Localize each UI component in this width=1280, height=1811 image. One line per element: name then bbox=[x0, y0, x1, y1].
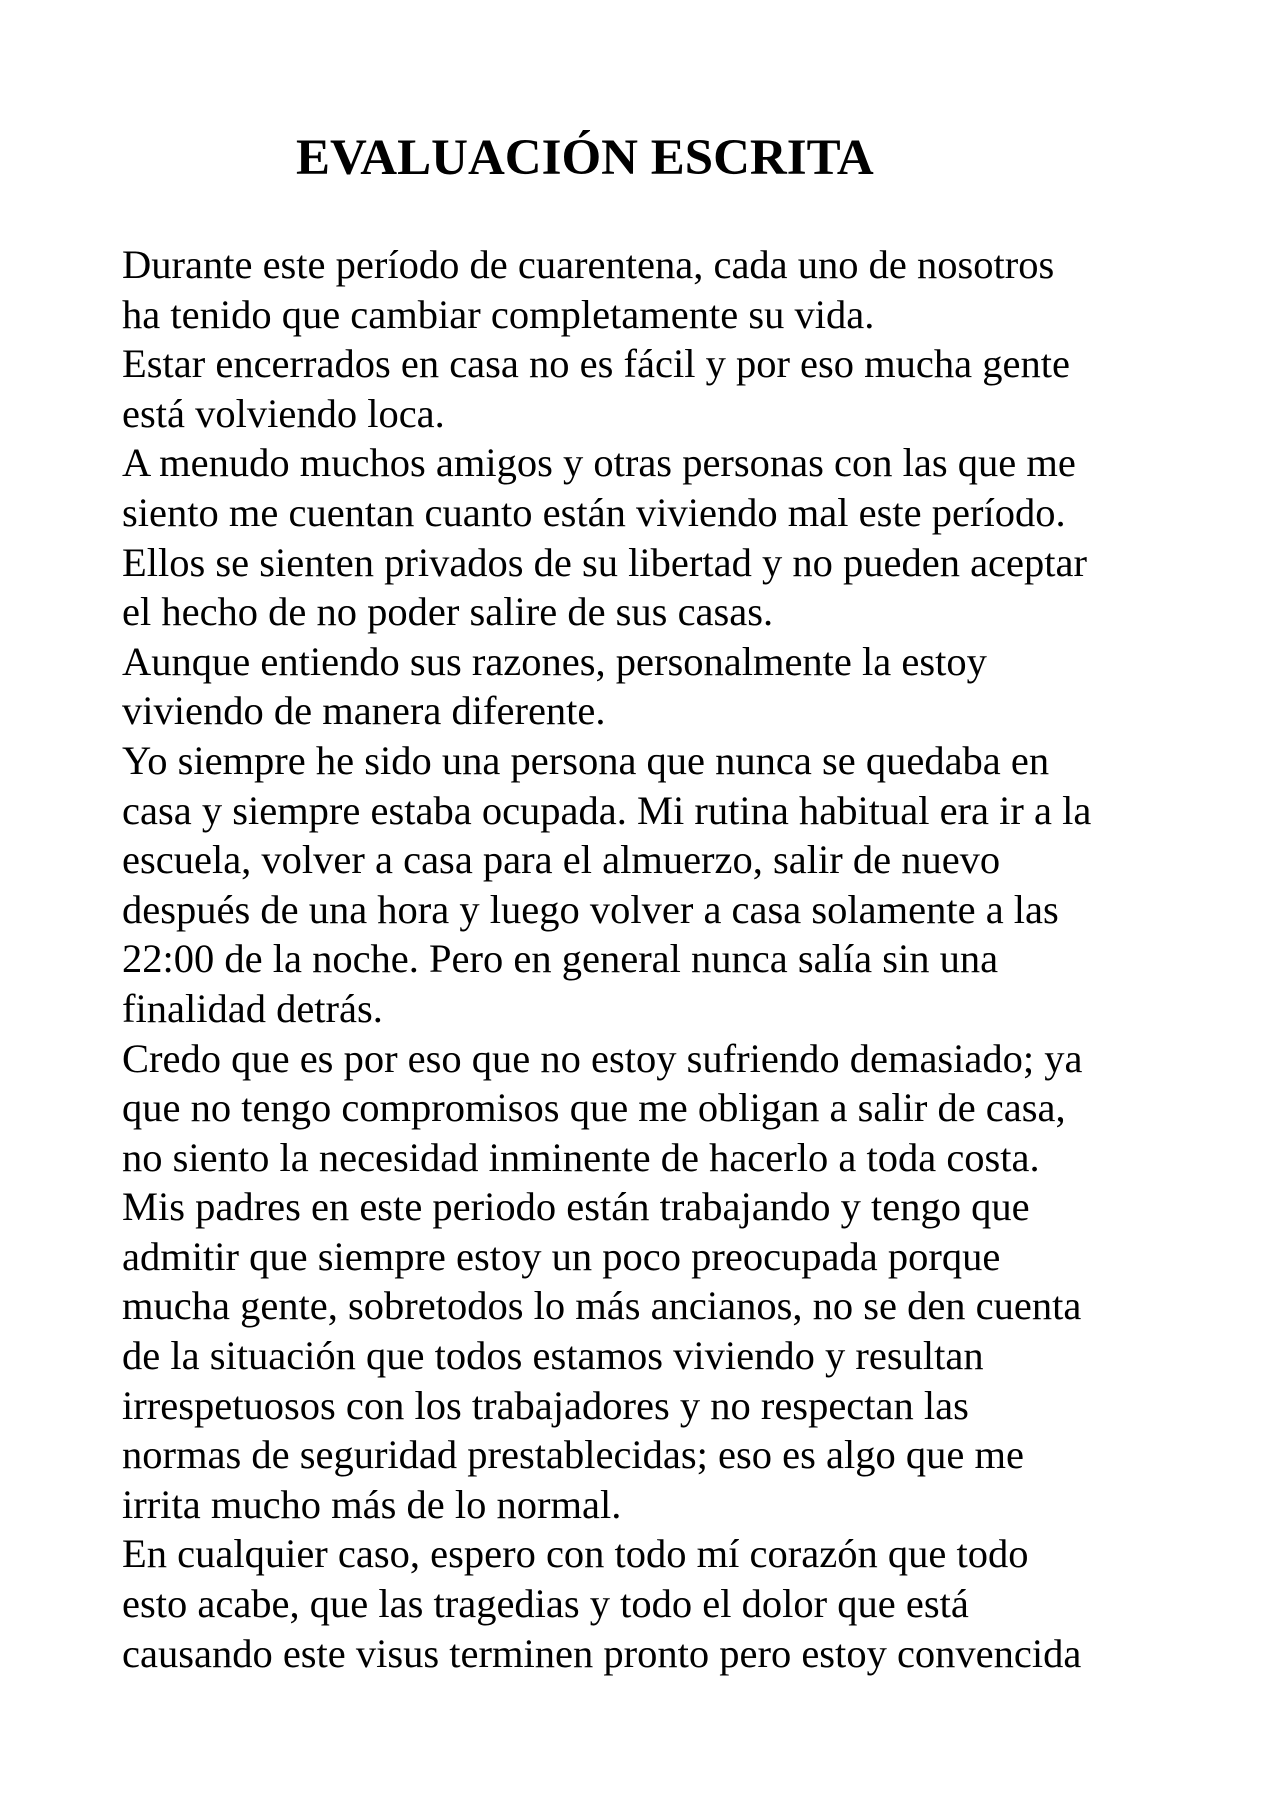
text-line: de la situación que todos estamos viviendo y resultan bbox=[122, 1333, 984, 1379]
text-line: mucha gente, sobretodos lo más ancianos, no se den cuenta bbox=[122, 1283, 1082, 1329]
text-line: escuela, volver a casa para el almuerzo, salir de nuevo bbox=[122, 837, 1001, 883]
text-line: En cualquier caso, espero con todo mí corazón que todo bbox=[122, 1531, 1029, 1577]
text-line: casa y siempre estaba ocupada. Mi rutina habitual era ir a la bbox=[122, 787, 1092, 833]
text-line: irrita mucho más de lo normal. bbox=[122, 1481, 622, 1527]
text-line: ha tenido que cambiar completamente su vida. bbox=[122, 291, 875, 337]
text-line: causando este visus terminen pronto pero estoy convencida bbox=[122, 1630, 1082, 1676]
text-line: Durante este período de cuarentena, cada uno de nosotros bbox=[122, 242, 1055, 287]
document-body bbox=[122, 240, 1222, 1678]
document-title: EVALUACIÓN ESCRITA bbox=[296, 130, 874, 186]
text-line: admitir que siempre estoy un poco preocupada porque bbox=[122, 1233, 1001, 1279]
text-line: viviendo de manera diferente. bbox=[122, 688, 606, 734]
text-line: Aunque entiendo sus razones, personalmente la estoy bbox=[122, 638, 987, 684]
text-line: Mis padres en este periodo están trabajando y tengo que bbox=[122, 1184, 1030, 1230]
text-line: Ellos se sienten privados de su libertad y no pueden aceptar bbox=[122, 539, 1087, 585]
text-line: normas de seguridad prestablecidas; eso es algo que me bbox=[122, 1432, 1024, 1478]
text-line: A menudo muchos amigos y otras personas con las que me bbox=[122, 440, 1076, 486]
text-line: 22:00 de la noche. Pero en general nunca salía sin una bbox=[122, 936, 999, 982]
text-line: Yo siempre he sido una persona que nunca se quedaba en bbox=[122, 737, 1050, 783]
text-line: finalidad detrás. bbox=[122, 985, 383, 1031]
text-line: que no tengo compromisos que me obligan a salir de casa, bbox=[122, 1085, 1066, 1131]
text-line: Estar encerrados en casa no es fácil y por eso mucha gente bbox=[122, 341, 1070, 387]
text-line: irrespetuosos con los trabajadores y no respectan las bbox=[122, 1382, 969, 1428]
text-line: después de una hora y luego volver a casa solamente a las bbox=[122, 886, 1059, 932]
text-line: Credo que es por eso que no estoy sufriendo demasiado; ya bbox=[122, 1035, 1083, 1081]
text-line: el hecho de no poder salire de sus casas. bbox=[122, 589, 774, 635]
text-line: no siento la necesidad inminente de hacerlo a toda costa. bbox=[122, 1134, 1040, 1180]
text-line: siento me cuentan cuanto están viviendo mal este período. bbox=[122, 489, 1066, 535]
text-line: esto acabe, que las tragedias y todo el dolor que está bbox=[122, 1581, 969, 1627]
text-line: está volviendo loca. bbox=[122, 390, 445, 436]
